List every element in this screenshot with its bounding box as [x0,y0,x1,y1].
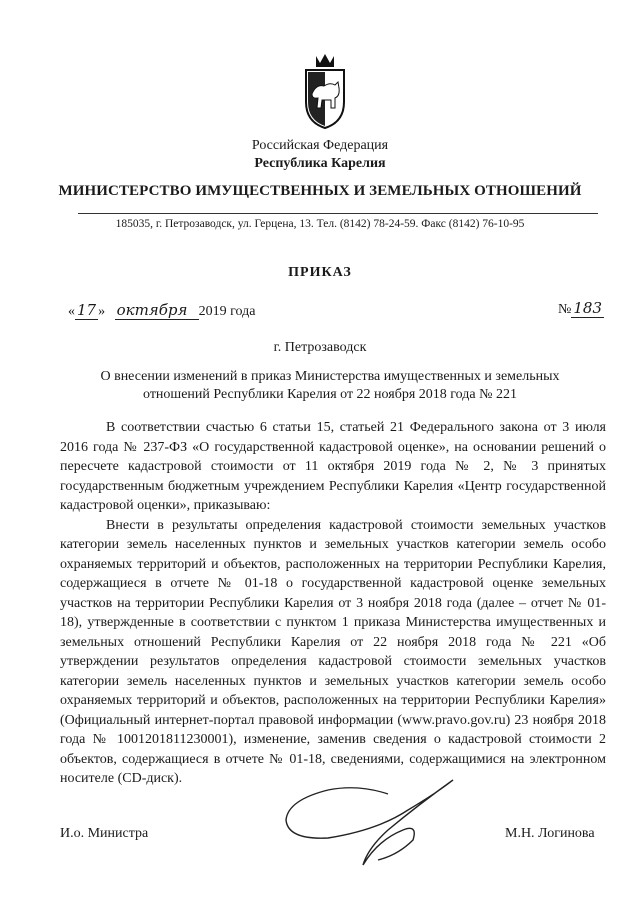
date-year: 2019 года [198,304,256,319]
body-paragraph: В соответствии счастью 6 статьи 15, статьей 21 Федерального закона от 3 июля 2016 года № 237-ФЗ «О государственной кадастровой оценке», на основании решений о пересчете кадастровой стоимости от 11 октября 2019 года № 2, № 3 принятых государственным бюджетным учреждением Республики Карелия «Центр государственной кадастровой оценки», приказываю: [60,420,606,513]
order-body [60,418,606,789]
signer-title: И.о. Министра [60,826,149,841]
number-sign: № [558,302,572,317]
date-close-quote: » [98,304,106,319]
handwritten-signature [268,760,478,880]
republic-name: Республика Карелия [254,156,386,171]
country-name: Российская Федерация [251,138,389,153]
order-subject: О внесении изменений в приказ Министерства имущественных и земельных отношений Республики Карелия от 22 ноября 2018 года № 221 [100,369,560,402]
signer-name: М.Н. Логинова [505,826,595,841]
date-open-quote: « [68,304,75,319]
date-day: 17 [77,301,97,319]
number-value: 183 [573,299,602,317]
ministry-name: МИНИСТЕРСТВО ИМУЩЕСТВЕННЫХ И ЗЕМЕЛЬНЫХ ОТНОШЕНИЙ [58,183,582,199]
ministry-address: 185035, г. Петрозаводск, ул. Герцена, 13. Тел. (8142) 78-24-59. Факс (8142) 76-10-95 [115,218,525,230]
header-divider [78,213,598,214]
city: г. Петрозаводск [273,340,367,355]
date-month: октября [115,301,199,320]
coat-of-arms-icon [302,52,348,130]
document-type: ПРИКАЗ [288,265,352,280]
order-number [558,299,604,318]
order-date [68,301,255,320]
body-paragraph: Внести в результаты определения кадастровой стоимости земельных участков категории земель населенных пунктов и земельных участков категории земель особо охраняемых территорий и объектов, расположенных на территории Республики Карелия, содержащиеся в отчете № 01-18 о государственной кадастровой оценке земельных участков на территории Республики Карелия от 3 ноября 2018 года (далее – отчет № 01-18), утвержденные в соответствии с пунктом 1 приказа Министерства имущественных и земельных отношений Республики Карелия от 22 ноября 2018 года № 221 «Об утверждении результатов определения кадастровой стоимости земельных участков категории земель населенных пунктов и земельных участков категории земель особо охраняемых территорий и объектов, расположенных на территории Республики Карелия» (Официальный интернет-портал правовой информации (www.pravo.gov.ru) 23 ноября 2018 года № 1001201811230001), изменение, заменив сведения о кадастровой стоимости 2 объектов, содержащиеся в отчете № 01-18, сведениями, содержащимися на электронном носителе (CD-диск). [60,517,606,786]
